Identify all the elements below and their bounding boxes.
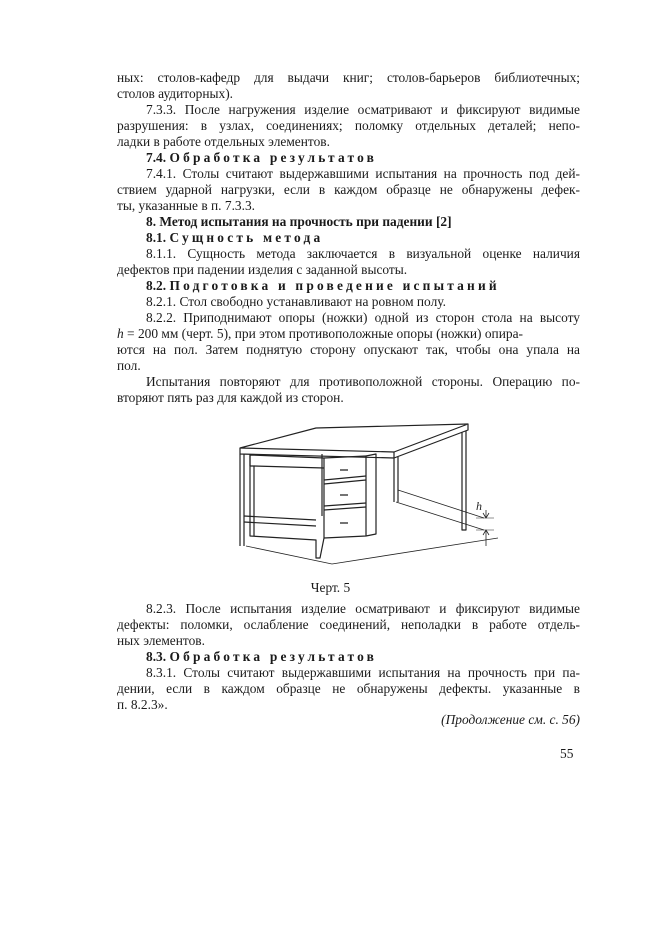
section-heading-8: 8. Метод испытания на прочность при падении [2] bbox=[146, 214, 452, 229]
text-line: ных: столов-кафедр для выдачи книг; столов-барьеров библиотечных; bbox=[117, 70, 580, 85]
heading-number: 8.3. bbox=[146, 649, 167, 664]
heading-number: 7.4. bbox=[146, 150, 167, 165]
heading-number: 8.1. bbox=[146, 230, 167, 245]
text-line bbox=[117, 326, 580, 342]
text-line: ются на пол. Затем поднятую сторону опускают так, чтобы она упала на bbox=[117, 342, 580, 357]
heading-text: Обработка результатов bbox=[169, 649, 378, 664]
figure-caption: Черт. 5 bbox=[310, 580, 351, 595]
text-fragment: = 200 мм (черт. 5), при этом противоположные опоры (ножки) опира- bbox=[123, 326, 523, 341]
heading-text: Подготовка и проведение испытаний bbox=[169, 278, 500, 293]
text-line: 8.3.1. Столы считают выдержавшими испытания на прочность при па- bbox=[146, 665, 580, 680]
section-heading-8-1 bbox=[146, 230, 580, 246]
text-line: столов аудиторных). bbox=[117, 86, 234, 101]
heading-text: Сущность метода bbox=[169, 230, 324, 245]
dimension-label: h bbox=[476, 499, 482, 513]
section-heading-8-2 bbox=[146, 278, 580, 294]
section-heading-7-4 bbox=[146, 150, 580, 166]
heading-number: 8.2. bbox=[146, 278, 167, 293]
text-line: ладки в работе отдельных элементов. bbox=[117, 134, 330, 149]
text-line: п. 8.2.3». bbox=[117, 697, 168, 712]
text-line: 7.3.3. После нагружения изделие осматривают и фиксируют видимые bbox=[146, 102, 580, 117]
text-line: дении, если в каждом образце не обнаружены дефекты. указанные в bbox=[117, 681, 580, 696]
page-number: 55 bbox=[560, 746, 574, 761]
text-line: Испытания повторяют для противоположной стороны. Операцию по- bbox=[146, 374, 580, 389]
text-line: ты, указанные в п. 7.3.3. bbox=[117, 198, 255, 213]
section-heading-8-3 bbox=[146, 649, 580, 665]
text-line: ных элементов. bbox=[117, 633, 205, 648]
text-line: дефекты: поломки, ослабление соединений, неполадки в работе отдель- bbox=[117, 617, 580, 632]
text-line: 8.1.1. Сущность метода заключается в визуальной оценке наличия bbox=[146, 246, 580, 261]
text-line: разрушения: в узлах, соединениях; поломку отдельных деталей; непо- bbox=[117, 118, 580, 133]
text-line: 8.2.2. Приподнимают опоры (ножки) одной из сторон стола на высоту bbox=[146, 310, 580, 325]
height-symbol: h bbox=[117, 326, 124, 341]
text-line: 8.2.1. Стол свободно устанавливают на ровном полу. bbox=[146, 294, 446, 309]
heading-text: Обработка результатов bbox=[169, 150, 378, 165]
text-line: вторяют пять раз для каждой из сторон. bbox=[117, 390, 344, 405]
continuation-note: (Продолжение см. с. 56) bbox=[441, 712, 580, 727]
text-line: ствием ударной нагрузки, если в каждом образце не обнаружены дефек- bbox=[117, 182, 580, 197]
text-line: 7.4.1. Столы считают выдержавшими испытания на прочность под дей- bbox=[146, 166, 580, 181]
text-line: пол. bbox=[117, 358, 141, 373]
desk-drawing bbox=[236, 406, 498, 572]
text-line: дефектов при падении изделия с заданной высоты. bbox=[117, 262, 408, 277]
text-line: 8.2.3. После испытания изделие осматривают и фиксируют видимые bbox=[146, 601, 580, 616]
